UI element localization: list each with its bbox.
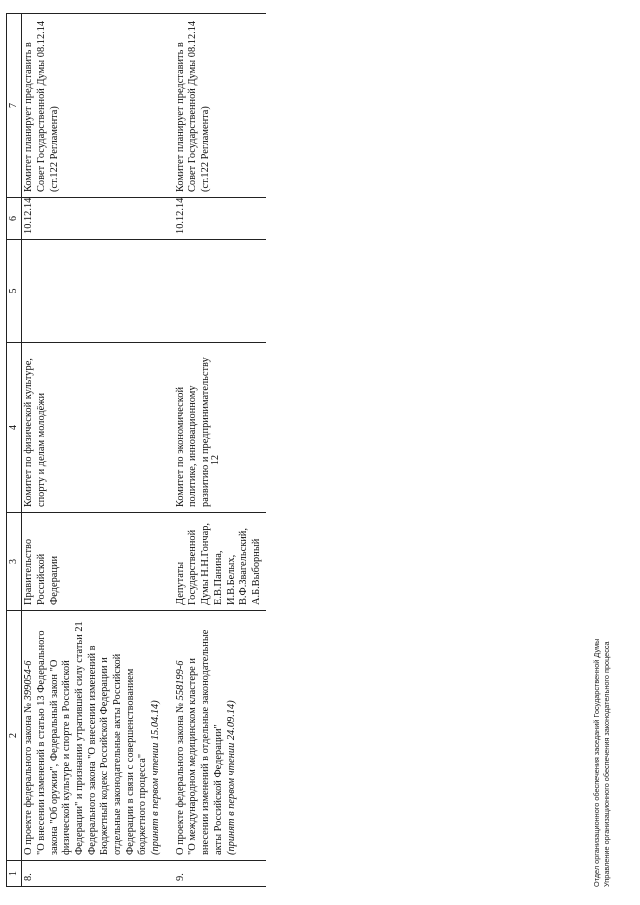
bill-author: Правительство Российской Федерации xyxy=(22,513,165,611)
row-number: 9. xyxy=(174,861,266,887)
footer-line-1: Отдел организационного обеспечения заседаний Государственной Думы xyxy=(592,638,601,887)
bill-author: Депутаты Государственной Думы Н.Н.Гончар, Е.В.Панина, И.В.Белых, В.Ф.Звагельский, А.Б.Выборный xyxy=(174,513,266,611)
header-col-4: 4 xyxy=(7,343,22,513)
table-row xyxy=(174,14,266,887)
date-cell: 10.12.14 xyxy=(174,198,266,240)
table-header xyxy=(7,14,22,887)
header-col-3: 3 xyxy=(7,513,22,611)
date-cell: 10.12.14 xyxy=(22,198,165,240)
bill-title: "О международном медицинском кластере и внесении изменений в отдельные законодательные акты Российской Федерации" xyxy=(187,629,224,855)
header-col-6: 6 xyxy=(7,198,22,240)
header-col-5: 5 xyxy=(7,240,22,343)
page-number: 12 xyxy=(210,455,221,465)
footer-line-2: Управление организационного обеспечения законодательного процесса xyxy=(601,641,611,887)
header-col-1: 1 xyxy=(7,861,22,887)
column-5-cell xyxy=(22,240,165,343)
document-footer xyxy=(592,639,612,887)
responsible-committee: Комитет по экономической политике, инновационному развитию и предпринимательству xyxy=(174,343,266,513)
row-number: 8. xyxy=(22,861,165,887)
bill-status: (принят в первом чтении 24.09.14) xyxy=(225,700,237,855)
header-col-7: 7 xyxy=(7,14,22,198)
note-cell: Комитет планирует представить в Совет Государственной Думы 08.12.14 (ст.122 Регламента) xyxy=(22,14,165,198)
bill-description xyxy=(22,611,165,861)
bill-description xyxy=(174,611,266,861)
row-spacer xyxy=(165,14,174,887)
bill-number: 399054-6 xyxy=(23,660,35,701)
bill-status: (принят в первом чтении 15.04.14) xyxy=(150,700,162,855)
note-cell: Комитет планирует представить в Совет Государственной Думы 08.12.14 (ст.122 Регламента) xyxy=(174,14,266,198)
rotated-page-content xyxy=(0,15,640,895)
table-row xyxy=(22,14,165,887)
bills-table xyxy=(6,13,266,887)
header-col-2: 2 xyxy=(7,611,22,861)
responsible-committee: Комитет по физической культуре, спорту и делам молодёжи xyxy=(22,343,165,513)
column-5-cell xyxy=(174,240,266,343)
bill-number: 558199-6 xyxy=(174,660,186,701)
bill-title: "О внесении изменений в статью 13 Федерального закона "Об оружии", Федеральный закон "О физической культуре и спорте в Российской Федерации" и признании утратившей силу статьи 21 Федерального закона "О внесении изменений в Бюджетный кодекс Российской Федерации и отдельные законодательные акты Российской Федерации в связи с совершенствованием бюджетного процесса" xyxy=(35,621,149,855)
